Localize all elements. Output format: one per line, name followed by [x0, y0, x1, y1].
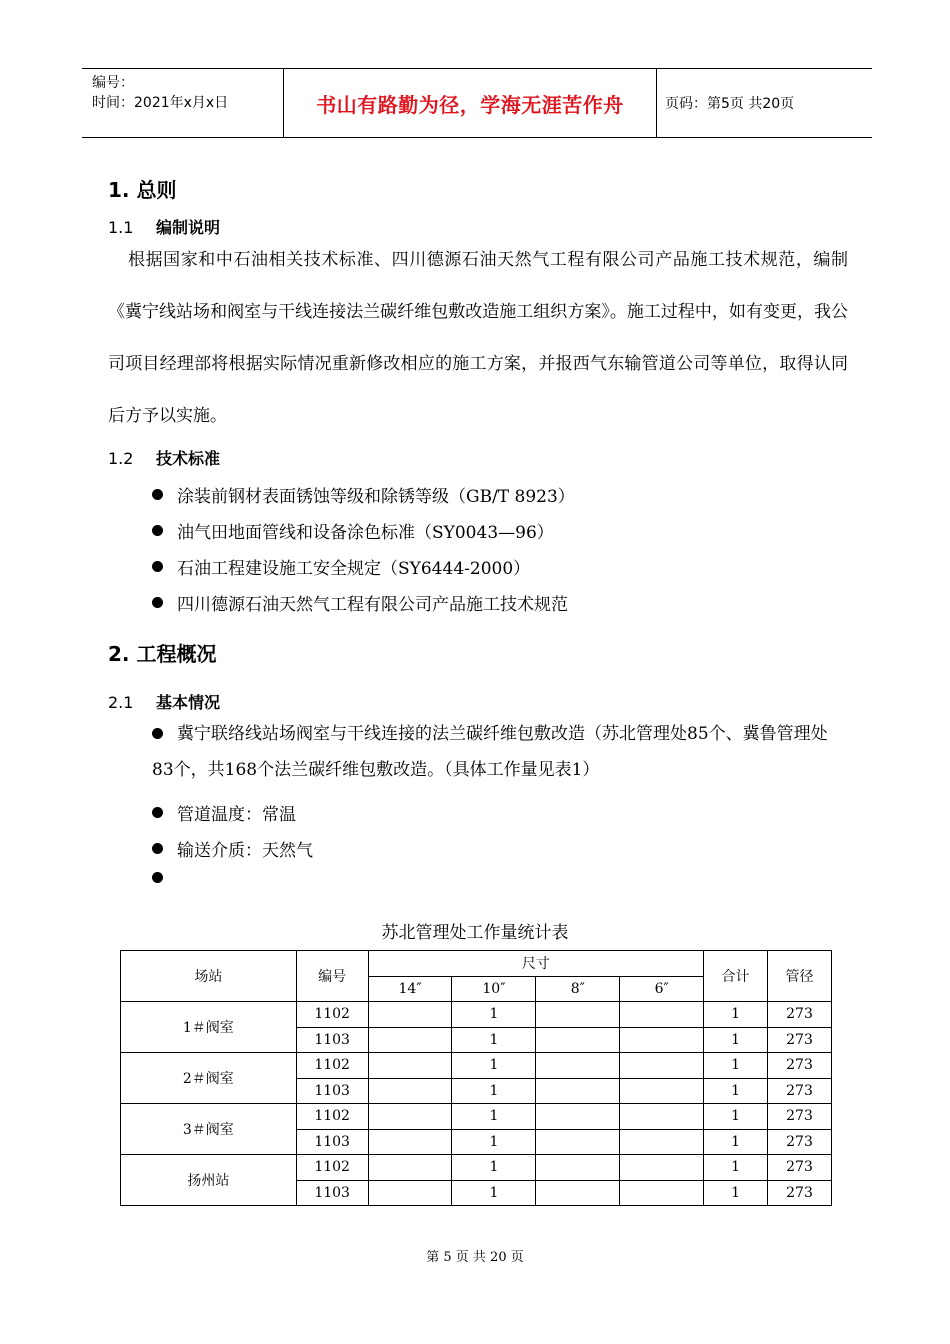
list-item: 油气田地面管线和设备涂色标准（SY0043—96）	[152, 518, 554, 543]
code-cell: 1102	[296, 1053, 368, 1079]
section-number: 2.1	[108, 693, 134, 712]
s14-cell	[368, 1002, 452, 1028]
list-item: 冀宁联络线站场阀室与干线连接的法兰碳纤维包敷改造（苏北管理处85个、冀鲁管理处83个，共168个法兰碳纤维包敷改造。（具体工作量见表1）	[152, 724, 828, 780]
section-title: 技术标准	[156, 449, 221, 468]
header-code: 编号	[296, 951, 368, 1002]
bullet-icon	[152, 525, 163, 536]
s14-cell	[368, 1129, 452, 1155]
s8-cell	[536, 1180, 620, 1206]
s8-cell	[536, 1002, 620, 1028]
code-cell: 1102	[296, 1104, 368, 1130]
section-2-1-heading	[108, 690, 220, 713]
station-cell: 3＃阀室	[121, 1104, 297, 1155]
diameter-cell: 273	[767, 1078, 831, 1104]
header-size: 尺寸	[368, 951, 703, 977]
section-1-title: 1. 总则	[108, 178, 177, 202]
header-size-14: 14″	[368, 976, 452, 1002]
total-cell: 1	[704, 1002, 768, 1028]
bullet-icon	[152, 597, 163, 608]
s14-cell	[368, 1155, 452, 1181]
bullet-icon	[152, 807, 163, 818]
s10-cell: 1	[452, 1180, 536, 1206]
list-item: 四川德源石油天然气工程有限公司产品施工技术规范	[152, 590, 568, 615]
s6-cell	[620, 1002, 704, 1028]
code-cell: 1103	[296, 1078, 368, 1104]
bullet-icon	[152, 872, 163, 883]
diameter-cell: 273	[767, 1104, 831, 1130]
s8-cell	[536, 1129, 620, 1155]
code-cell: 1102	[296, 1002, 368, 1028]
header-motto: 书山有路勤为径，学海无涯苦作舟	[284, 69, 657, 137]
s8-cell	[536, 1155, 620, 1181]
list-item: 涂装前钢材表面锈蚀等级和除锈等级（GB/T 8923）	[152, 482, 575, 507]
header-size-8: 8″	[536, 976, 620, 1002]
s8-cell	[536, 1104, 620, 1130]
header-page-info: 页码：第5页 共20页	[665, 96, 795, 112]
s6-cell	[620, 1104, 704, 1130]
total-cell: 1	[704, 1027, 768, 1053]
header-size-6: 6″	[620, 976, 704, 1002]
section-1-2-heading	[108, 446, 220, 469]
header-station: 场站	[121, 951, 297, 1002]
station-cell: 2＃阀室	[121, 1053, 297, 1104]
code-cell: 1103	[296, 1129, 368, 1155]
diameter-cell: 273	[767, 1027, 831, 1053]
s10-cell: 1	[452, 1129, 536, 1155]
s6-cell	[620, 1078, 704, 1104]
page-header	[82, 68, 872, 138]
s10-cell: 1	[452, 1002, 536, 1028]
s10-cell: 1	[452, 1078, 536, 1104]
header-size-10: 10″	[452, 976, 536, 1002]
header-meta	[82, 69, 284, 137]
s8-cell	[536, 1027, 620, 1053]
s14-cell	[368, 1053, 452, 1079]
table-caption: 苏北管理处工作量统计表	[381, 923, 569, 943]
s6-cell	[620, 1129, 704, 1155]
code-cell: 1103	[296, 1027, 368, 1053]
diameter-cell: 273	[767, 1129, 831, 1155]
s8-cell	[536, 1078, 620, 1104]
section-2-title: 2. 工程概况	[108, 642, 217, 666]
s10-cell: 1	[452, 1027, 536, 1053]
section-number: 1.1	[108, 218, 134, 237]
bullet-icon	[152, 728, 163, 739]
table-header-row	[121, 951, 832, 977]
list-item	[152, 872, 177, 883]
diameter-cell: 273	[767, 1002, 831, 1028]
header-diameter: 管径	[767, 951, 831, 1002]
list-item: 石油工程建设施工安全规定（SY6444-2000）	[152, 554, 530, 579]
total-cell: 1	[704, 1078, 768, 1104]
s10-cell: 1	[452, 1155, 536, 1181]
s8-cell	[536, 1053, 620, 1079]
s14-cell	[368, 1104, 452, 1130]
bullet-icon	[152, 843, 163, 854]
section-number: 1.2	[108, 449, 134, 468]
table-row	[121, 1053, 832, 1079]
total-cell: 1	[704, 1104, 768, 1130]
s14-cell	[368, 1078, 452, 1104]
workload-table	[120, 950, 832, 1206]
number-label: 编号：	[92, 75, 134, 91]
station-cell: 1＃阀室	[121, 1002, 297, 1053]
s6-cell	[620, 1155, 704, 1181]
list-item: 输送介质：天然气	[152, 836, 313, 861]
s10-cell: 1	[452, 1104, 536, 1130]
code-cell: 1103	[296, 1180, 368, 1206]
station-cell: 扬州站	[121, 1155, 297, 1206]
s6-cell	[620, 1027, 704, 1053]
total-cell: 1	[704, 1180, 768, 1206]
s6-cell	[620, 1053, 704, 1079]
diameter-cell: 273	[767, 1180, 831, 1206]
section-title: 基本情况	[156, 693, 221, 712]
bullet-icon	[152, 561, 163, 572]
total-cell: 1	[704, 1053, 768, 1079]
s6-cell	[620, 1180, 704, 1206]
total-cell: 1	[704, 1129, 768, 1155]
s10-cell: 1	[452, 1053, 536, 1079]
diameter-cell: 273	[767, 1053, 831, 1079]
s14-cell	[368, 1180, 452, 1206]
time-label: 时间：2021年x月x日	[92, 95, 229, 111]
total-cell: 1	[704, 1155, 768, 1181]
section-1-1-paragraph: 根据国家和中石油相关技术标准、四川德源石油天然气工程有限公司产品施工技术规范，编制《冀宁线站场和阀室与干线连接法兰碳纤维包敷改造施工组织方案》。施工过程中，如有变更，我公司项目经理部将根据实际情况重新修改相应的施工方案，并报西气东输管道公司等单位，取得认同后方予以实施。	[108, 250, 848, 426]
diameter-cell: 273	[767, 1155, 831, 1181]
s14-cell	[368, 1027, 452, 1053]
page-footer: 第 5 页 共 20 页	[426, 1250, 524, 1265]
section-title: 编制说明	[156, 218, 221, 237]
header-total: 合计	[704, 951, 768, 1002]
table-row	[121, 1002, 832, 1028]
table-row	[121, 1155, 832, 1181]
bullet-icon	[152, 489, 163, 500]
table-row	[121, 1104, 832, 1130]
code-cell: 1102	[296, 1155, 368, 1181]
list-item: 管道温度：常温	[152, 800, 296, 825]
